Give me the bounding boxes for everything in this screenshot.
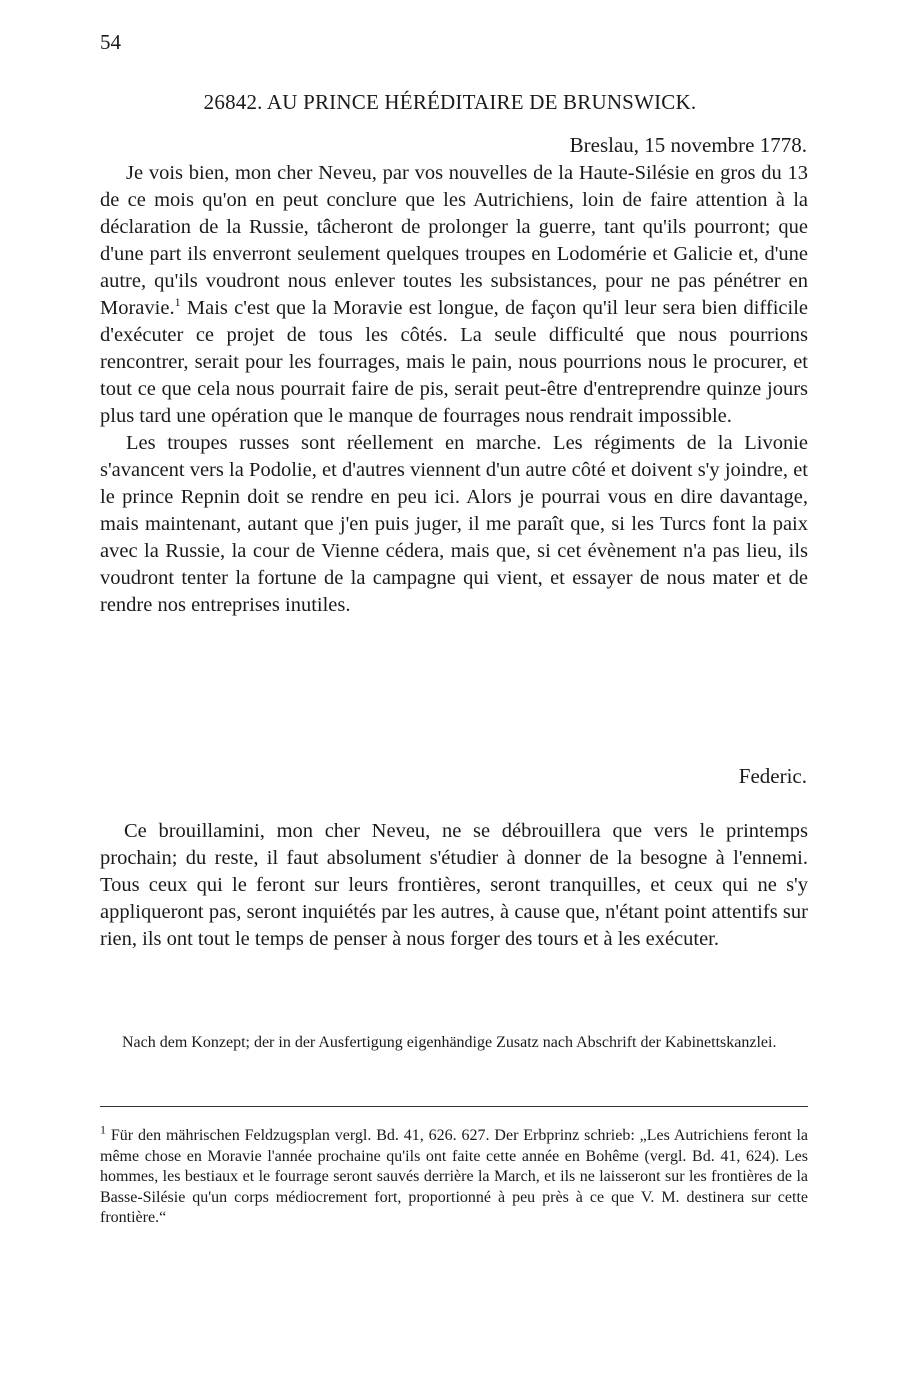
footnote	[100, 1122, 808, 1229]
footnote-marker: 1	[100, 1122, 106, 1137]
footnote-divider	[100, 1106, 808, 1107]
letter-paragraph-2: Les troupes russes sont réellement en marche. Les régiments de la Livonie s'avancent vers la Podolie, et d'autres viennent d'un autre côté et doivent s'y joindre, et le prince Repnin doit se rendre en peu ici. Alors je pourrai vous en dire davantage, mais maintenant, autant que j'en puis juger, il me paraît que, si les Turcs font la paix avec la Russie, la cour de Vienne cédera, mais que, si cet évènement n'a pas lieu, ils voudront tenter la fortune de la campagne qui vient, et essayer de nous mater et de rendre nos entreprises inutiles.	[100, 432, 808, 616]
page-number: 54	[100, 30, 121, 54]
paragraph-1-continuation: Mais c'est que la Moravie est longue, de façon qu'il leur sera bien difficile d'exécuter ce projet de tous les côtés. La seule difficulté que nous pourrions rencontrer, serait pour les fourrages, mais le pain, nous pourrions nous le procurer, et tout ce que cela nous pourrait faire de pis, serait peut-être d'entreprendre quinze jours plus tard une opération que le manque de fourrages nous rendrait impossible.	[100, 297, 808, 427]
footnote-text: Für den mährischen Feldzugsplan vergl. Bd. 41, 626. 627. Der Erbprinz schrieb: „Les Autrichiens feront la même chose en Moravie l'année prochaine qu'ils ont faite cette année en Bohême (vergl. Bd. 41, 624). Les hommes, les bestiaux et le fourrage seront sauvés derrière la March, et ils ne laisseront sur les frontières de la Basse-Silésie qu'un corps médiocrement fort, proportionné à peu près à ce que V. M. destinera sur cette frontière.“	[100, 1127, 808, 1226]
dateline: Breslau, 15 novembre 1778.	[569, 133, 807, 157]
letter-body	[100, 160, 808, 619]
signature: Federic.	[738, 764, 807, 788]
letter-heading: 26842. AU PRINCE HÉRÉDITAIRE DE BRUNSWICK.	[203, 90, 697, 114]
letter-paragraph-1	[100, 160, 808, 430]
paragraph-1-text: Je vois bien, mon cher Neveu, par vos nouvelles de la Haute-Silésie en gros du 13 de ce mois qu'on en peut conclure que les Autrichiens, loin de faire attention à la déclaration de la Russie, tâcheront de prolonger la guerre, tant qu'ils pourront; que d'une part ils enverront seulement quelques troupes en Lodomérie et Galicie et, d'une autre, qu'ils voudront nous enlever toutes les subsistances, pour ne pas pénétrer en Moravie.	[100, 162, 808, 319]
postscript-paragraph: Ce brouillamini, mon cher Neveu, ne se débrouillera que vers le printemps prochain; du reste, il faut absolument s'étudier à donner de la besogne à l'ennemi. Tous ceux qui le feront sur leurs frontières, seront tranquilles, et ceux qui ne s'y appliqueront pas, seront inquiétés par les autres, à cause que, n'étant point attentifs sur rien, ils ont tout le temps de penser à nous forger des tours et à les exécuter.	[100, 820, 808, 950]
source-note: Nach dem Konzept; der in der Ausfertigung eigenhändige Zusatz nach Abschrift der Kabinettskanzlei.	[122, 1034, 777, 1051]
footnote-reference: 1	[174, 295, 181, 310]
postscript	[100, 818, 808, 953]
